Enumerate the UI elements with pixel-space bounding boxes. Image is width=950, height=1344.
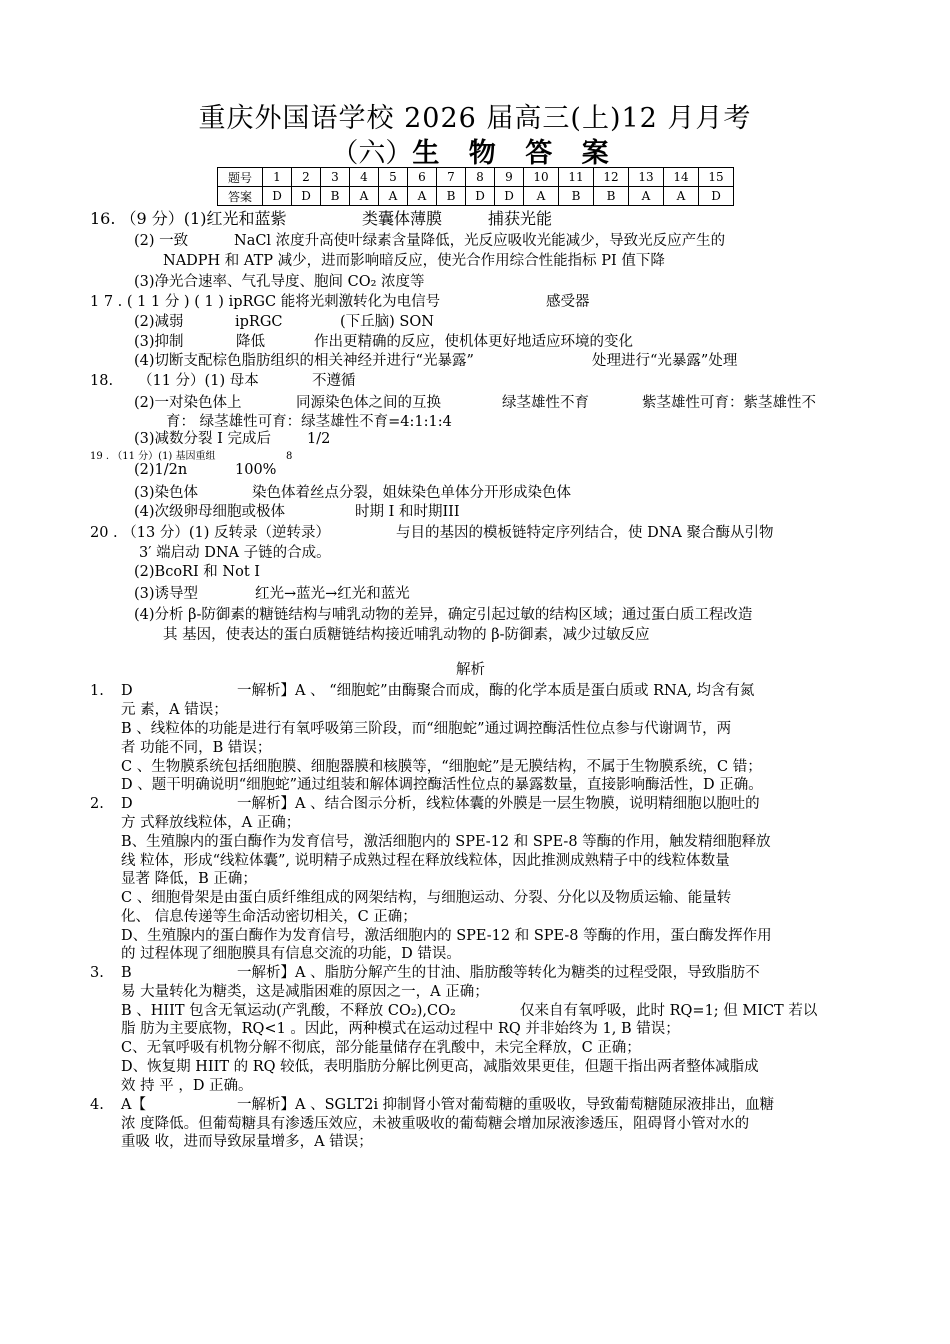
answer-line: ipRGC [235,314,283,330]
answer-line: 的 过程体现了细胞膜具有信息交流的功能，D 错误。 [121,946,461,962]
answer-line: B 、HIIT 包含无氧运动(产乳酸，不释放 CO₂),CO₂ [121,1003,456,1019]
answer-line: 不遵循 [312,373,356,389]
answer-line: NaCl 浓度升高使叶绿素含量降低，光反应吸收光能减少，导致光反应产生的 [234,233,726,249]
answer-line: (4)次级卵母细胞或极体 [134,504,286,520]
answer-line: (3)净光合速率、气孔导度、胞间 CO₂ 浓度等 [134,274,425,290]
question-number: 11 [559,168,594,187]
answer-line: (3)诱导型 [134,586,199,602]
answer-line: 1 7 . ( 1 1 分 ) ( 1 ) ipRGC 能将光刺激转化为电信号 [90,294,441,310]
question-number: 2 [292,168,321,187]
answer-line: 作出更精确的反应，使机体更好地适应环境的变化 [314,334,633,350]
answer-line: 线 粒体，形成“线粒体囊”, 说明精子成熟过程在释放线粒体，因此推测成熟精子中的线粒体数量 [121,853,730,869]
answer-line: B 、线粒体的功能是进行有氧呼吸第三阶段，而“细胞蛇”通过调控酶活性位点参与代谢调节，两 [121,721,732,737]
answer-cell: D [292,187,321,206]
answer-cell: A [350,187,379,206]
answer-line: 2. [90,796,104,812]
answer-line: (2) 一致 [134,233,189,249]
answer-line: 一解析】A 、SGLT2i 抑制肾小管对葡萄糖的重吸收，导致葡萄糖随尿液排出，血糖 [237,1097,775,1113]
answer-line: 16. （9 分）(1)红光和蓝紫 [90,209,287,228]
answer-line: 1/2 [307,431,331,447]
table-row [218,187,734,206]
answer-line: C、无氧呼吸有机物分解不彻底，部分能量储存在乳酸中，未完全释放，C 正确； [121,1040,641,1056]
answer-line: 处理进行“光暴露”处理 [592,353,738,369]
question-number: 4 [350,168,379,187]
answer-line: 紫茎雄性可育：紫茎雄性不 [642,395,816,411]
answer-line: D 、题干明确说明“细胞蛇”通过组装和解体调控酶活性位点的暴露数量，直接影响酶活性，D 正确。 [121,777,763,793]
answer-line: (2)一对染色体上 [134,395,242,411]
answer-line: 捕获光能 [488,209,553,228]
answer-cell: A [379,187,408,206]
question-number: 12 [594,168,629,187]
answer-line: （11 分）(1) 母本 [138,373,259,389]
answer-line: 感受器 [546,294,590,310]
question-number: 13 [629,168,664,187]
answer-cell: A [408,187,437,206]
table-row [218,168,734,187]
answer-line: 1. [90,683,104,699]
answer-line: D、恢复期 HIIT 的 RQ 较低，表明脂肪分解比例更高，减脂效果更佳，但题干指出两者整体减脂成 [121,1059,759,1075]
answer-line: 元 素，A 错误； [121,702,228,718]
subtitle-main: 生 物 答 案 [412,138,619,169]
answer-cell: D [699,187,734,206]
answer-line: (3)减数分裂 I 完成后 [134,431,271,447]
answer-line: 20 . （13 分）(1) 反转录（逆转录） [90,525,330,541]
document-title: 重庆外国语学校 2026 届高三(上)12 月月考 [198,103,752,134]
answer-line: 降低 [236,334,265,350]
answer-line: 方 式释放线粒体，A 正确； [121,815,301,831]
answer-line: 类囊体薄膜 [362,209,443,228]
question-number: 1 [263,168,292,187]
table-header-cell: 答案 [218,187,263,206]
answer-line: B、生殖腺内的蛋白酶作为发育信号，激活细胞内的 SPE-12 和 SPE-8 等酶的作用，触发精细胞释放 [121,834,771,850]
answer-line: 绿茎雄性不育 [502,395,589,411]
answer-line: 易 大量转化为糖类，这是减脂困难的原因之一，A 正确； [121,984,489,1000]
answer-line: 育： 绿茎雄性可育：绿茎雄性不育=4:1:1:4 [166,414,452,430]
answer-line: 3. [90,965,104,981]
answer-line: (3)抑制 [134,334,184,350]
answer-cell: B [321,187,350,206]
question-number: 9 [495,168,524,187]
answer-line: A【 [121,1097,146,1113]
answer-cell: A [629,187,664,206]
answer-line: 染色体着丝点分裂，姐妹染色单体分开形成染色体 [252,485,571,501]
answer-line: 浓 度降低。但葡萄糖具有渗透压效应，未被重吸收的葡萄糖会增加尿液渗透压，阻碍肾小管对水的 [121,1116,750,1132]
answer-line: 一解析】A 、脂肪分解产生的甘油、脂肪酸等转化为糖类的过程受限，导致脂肪不 [237,965,760,981]
answer-line: 效 持 平 ，D 正确。 [121,1078,253,1094]
answer-line: C 、细胞骨架是由蛋白质纤维组成的网架结构，与细胞运动、分裂、分化以及物质运输、能量转 [121,890,732,906]
question-number: 6 [408,168,437,187]
answer-line: 一解析】A 、结合图示分析，线粒体囊的外膜是一层生物膜，说明精细胞以胞吐的 [237,796,760,812]
answer-line: 3′ 端启动 DNA 子链的合成。 [139,545,331,561]
answer-line: 同源染色体之间的互换 [296,395,441,411]
answer-line: B [121,965,132,981]
document-subtitle [0,131,950,170]
answer-line: 化、 信息传递等生命活动密切相关，C 正确； [121,909,417,925]
answer-line: 者 功能不同，B 错误； [121,740,272,756]
answer-cell: D [263,187,292,206]
answer-line: 红光→蓝光→红光和蓝光 [255,586,410,602]
answer-cell: B [594,187,629,206]
question-number: 14 [664,168,699,187]
question-number: 5 [379,168,408,187]
answer-line: C 、生物膜系统包括细胞膜、细胞器膜和核膜等，“细胞蛇”是无膜结构，不属于生物膜系统，C 错； [121,759,762,775]
answer-line: 与目的基因的模板链特定序列结合，使 DNA 聚合酶从引物 [396,525,774,541]
table-header-cell: 题号 [218,168,263,187]
subtitle-prefix: （六） [331,138,413,169]
answer-cell: B [559,187,594,206]
answer-line: 18. [90,373,114,389]
answer-line: D [121,683,133,699]
question-number: 15 [699,168,734,187]
answer-line: 一解析】A 、 “细胞蛇”由酶聚合而成，酶的化学本质是蛋白质或 RNA, 均含有氮 [237,683,755,699]
answer-line: (2)减弱 [134,314,184,330]
answer-line: D、生殖腺内的蛋白酶作为发育信号，激活细胞内的 SPE-12 和 SPE-8 等酶的作用，蛋白酶发挥作用 [121,928,772,944]
answer-cell: A [664,187,699,206]
section-heading: 解析 [456,662,485,678]
answer-cell: D [466,187,495,206]
answer-line: 显著 降低，B 正确； [121,871,257,887]
question-number: 7 [437,168,466,187]
answer-line: 仅来自有氧呼吸，此时 RQ=1; 但 MICT 若以 [520,1003,818,1019]
answer-line: 脂 肪为主要底物，RQ<1 。因此，两种模式在运动过程中 RQ 并非始终为 1, B 错误； [121,1021,680,1037]
answer-line: 时期 I 和时期III [355,504,460,520]
answer-cell: B [437,187,466,206]
answer-line: (3)染色体 [134,485,199,501]
answer-line: (2)BcoRI 和 Not I [134,564,260,580]
answer-line: (下丘脑) SON [340,314,434,330]
answer-line: 8 [286,451,293,462]
answer-line: 19 . （11 分）(1) 基因重组 [90,451,216,462]
answer-line: 100% [235,462,277,478]
answer-line: 其 基因，使表达的蛋白质糖链结构接近哺乳动物的 β-防御素，减少过敏反应 [163,627,650,643]
answer-line: (4)切断支配棕色脂肪组织的相关神经并进行“光暴露” [134,353,474,369]
answer-line: (2)1/2n [134,462,188,478]
question-number: 10 [524,168,559,187]
answer-line: 重吸 收，进而导致尿量增多，A 错误； [121,1134,373,1150]
answer-line: D [121,796,133,812]
answer-line: 4. [90,1097,104,1113]
question-number: 3 [321,168,350,187]
answer-cell: D [495,187,524,206]
answer-cell: A [524,187,559,206]
answer-line: (4)分析 β-防御素的糖链结构与哺乳动物的差异，确定引起过敏的结构区域；通过蛋白质工程改造 [134,607,753,623]
answer-table [217,167,734,206]
question-number: 8 [466,168,495,187]
answer-line: NADPH 和 ATP 减少，进而影响暗反应，使光合作用综合性能指标 PI 值下降 [163,253,665,269]
